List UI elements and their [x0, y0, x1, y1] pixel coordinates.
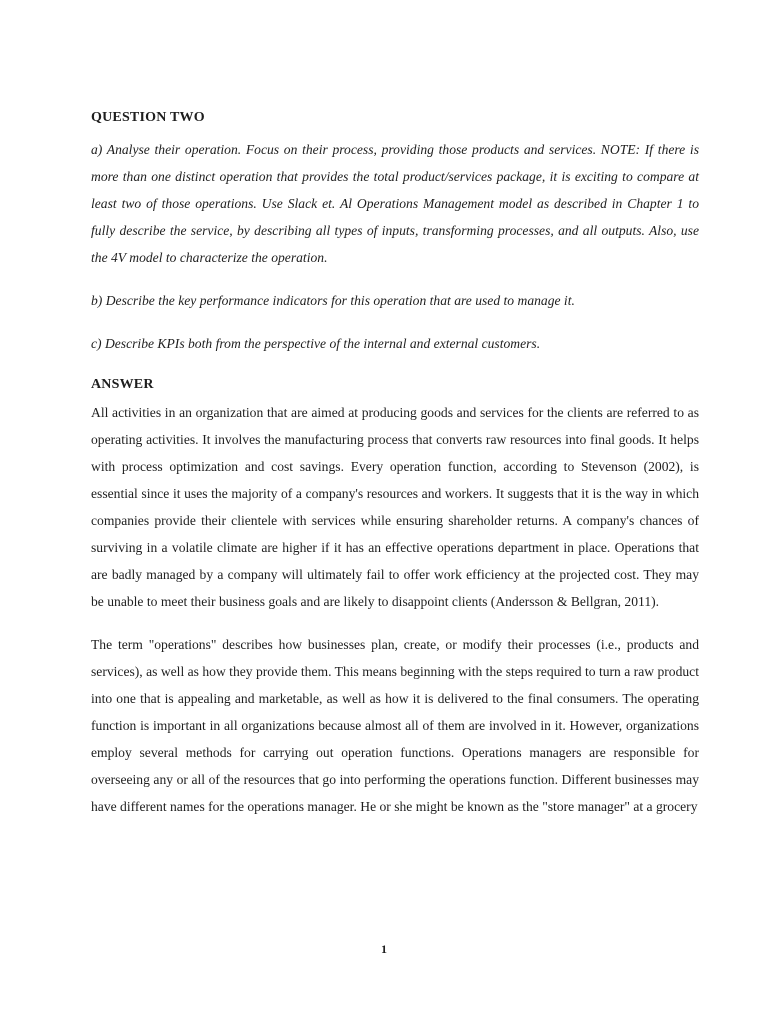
document-page	[91, 104, 699, 820]
answer-paragraph-1: All activities in an organization that are aimed at producing goods and services for the clients are referred to as operating activities. It involves the manufacturing process that converts raw resources into final goods. It helps with process optimization and cost savings. Every operation function, according to Stevenson (2002), is essential since it uses the majority of a company's resources and workers. It suggests that it is the way in which companies provide their clientele with services while ensuring shareholder returns. A company's chances of surviving in a volatile climate are higher if it has an effective operations department in place. Operations that are badly managed by a company will ultimately fail to offer work efficiency at the projected cost. They may be unable to meet their business goals and are likely to disappoint clients (Andersson & Bellgran, 2011).	[91, 405, 699, 609]
answer-paragraph-2: The term "operations" describes how businesses plan, create, or modify their processes (i.e., products and services), as well as how they provide them. This means beginning with the steps required to turn a raw product into one that is appealing and marketable, as well as how it is delivered to the final consumers. The operating function is important in all organizations because almost all of them are involved in it. However, organizations employ several methods for carrying out operation functions. Operations managers are responsible for overseeing any or all of the resources that go into performing the operations function. Different businesses may have different names for the operations manager. He or she might be known as the "store manager" at a grocery	[91, 637, 699, 814]
question-b: b) Describe the key performance indicators for this operation that are used to manage it.	[91, 293, 575, 308]
question-heading: QUESTION TWO	[91, 110, 205, 125]
question-c: c) Describe KPIs both from the perspective of the internal and external customers.	[91, 336, 541, 351]
question-a: a) Analyse their operation. Focus on their process, providing those products and services. NOTE: If there is more than one distinct operation that provides the total product/services package, it is exciting to compare at least two of those operations. Use Slack et. Al Operations Management model as described in Chapter 1 to fully describe the service, by describing all types of inputs, transforming processes, and all outputs. Also, use the 4V model to characterize the operation.	[91, 142, 699, 265]
page-number: 1	[381, 942, 387, 956]
answer-heading: ANSWER	[91, 377, 154, 392]
